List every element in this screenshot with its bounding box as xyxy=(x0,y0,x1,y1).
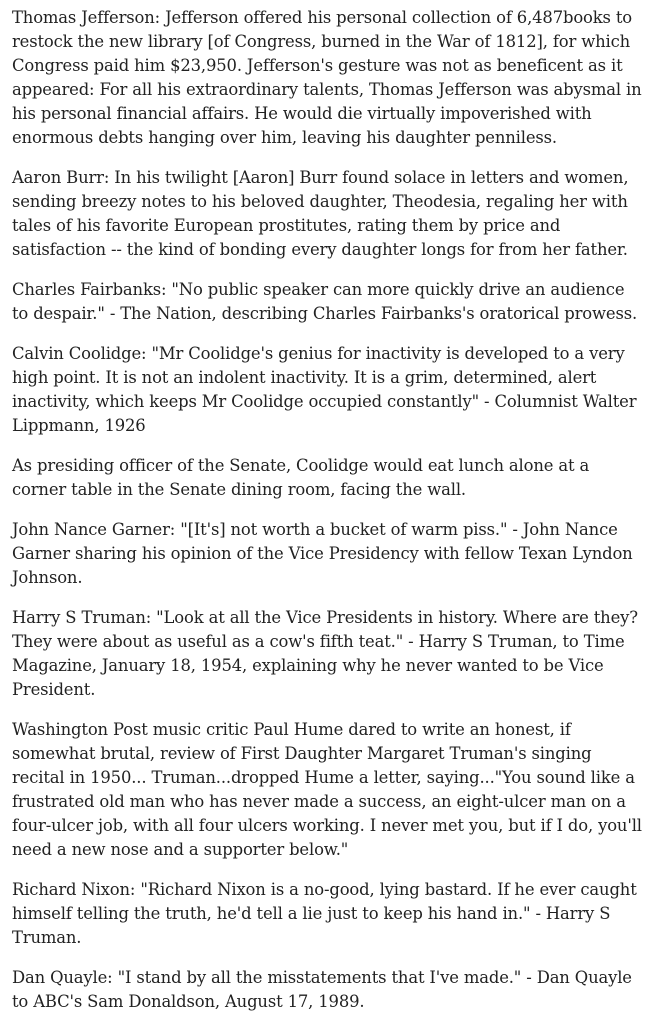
paragraph-jefferson: Thomas Jefferson: Jefferson offered his personal collection of 6,487books to restock the new library [of Congress, burned in the War of 1812], for which Congress paid him $23,950. Jefferson's gesture was not as beneficent as it appeared: For all his extraordinary talents, Thomas Jefferson was abysmal in his personal financial affairs. He would die virtually impoverished with enormous debts hanging over him, leaving his daughter penniless. xyxy=(12,8,642,147)
paragraph-garner: John Nance Garner: "[It's] not worth a bucket of warm piss." - John Nance Garner sharing his opinion of the Vice Presidency with fellow Texan Lyndon Johnson. xyxy=(12,520,633,587)
paragraph-burr: Aaron Burr: In his twilight [Aaron] Burr found solace in letters and women, sending breezy notes to his beloved daughter, Theodesia, regaling her with tales of his favorite European prostitutes, rating them by price and satisfaction -- the kind of bonding every daughter longs for from her father. xyxy=(12,168,629,259)
paragraph-coolidge-quote: Calvin Coolidge: "Mr Coolidge's genius for inactivity is developed to a very high point. It is not an indolent inactivity. It is a grim, determined, alert inactivity, which keeps Mr Coolidge occupied constantly" - Columnist Walter Lippmann, 1926 xyxy=(12,344,637,435)
paragraph-coolidge-lunch: As presiding officer of the Senate, Coolidge would eat lunch alone at a corner table in the Senate dining room, facing the wall. xyxy=(12,456,590,499)
paragraph-truman-vice-president: Harry S Truman: "Look at all the Vice Presidents in history. Where are they? They were about as useful as a cow's fifth teat." - Harry S Truman, to Time Magazine, January 18, 1954, explaining why he never wanted to be Vice President. xyxy=(12,608,638,699)
paragraph-nixon: Richard Nixon: "Richard Nixon is a no-good, lying bastard. If he ever caught himself telling the truth, he'd tell a lie just to keep his hand in." - Harry S Truman. xyxy=(12,880,637,947)
paragraph-quayle: Dan Quayle: "I stand by all the misstatements that I've made." - Dan Quayle to ABC's Sam Donaldson, August 17, 1989. xyxy=(12,968,632,1011)
paragraph-fairbanks: Charles Fairbanks: "No public speaker can more quickly drive an audience to despair." - The Nation, describing Charles Fairbanks's oratorical prowess. xyxy=(12,280,638,323)
paragraph-truman-hume-letter: Washington Post music critic Paul Hume dared to write an honest, if somewhat brutal, review of First Daughter Margaret Truman's singing recital in 1950... Truman...dropped Hume a letter, saying..."You sound like a frustrated old man who has never made a success, an eight-ulcer man on a four-ulcer job, with all four ulcers working. I never met you, but if I do, you'll need a new nose and a supporter below." xyxy=(12,720,642,859)
